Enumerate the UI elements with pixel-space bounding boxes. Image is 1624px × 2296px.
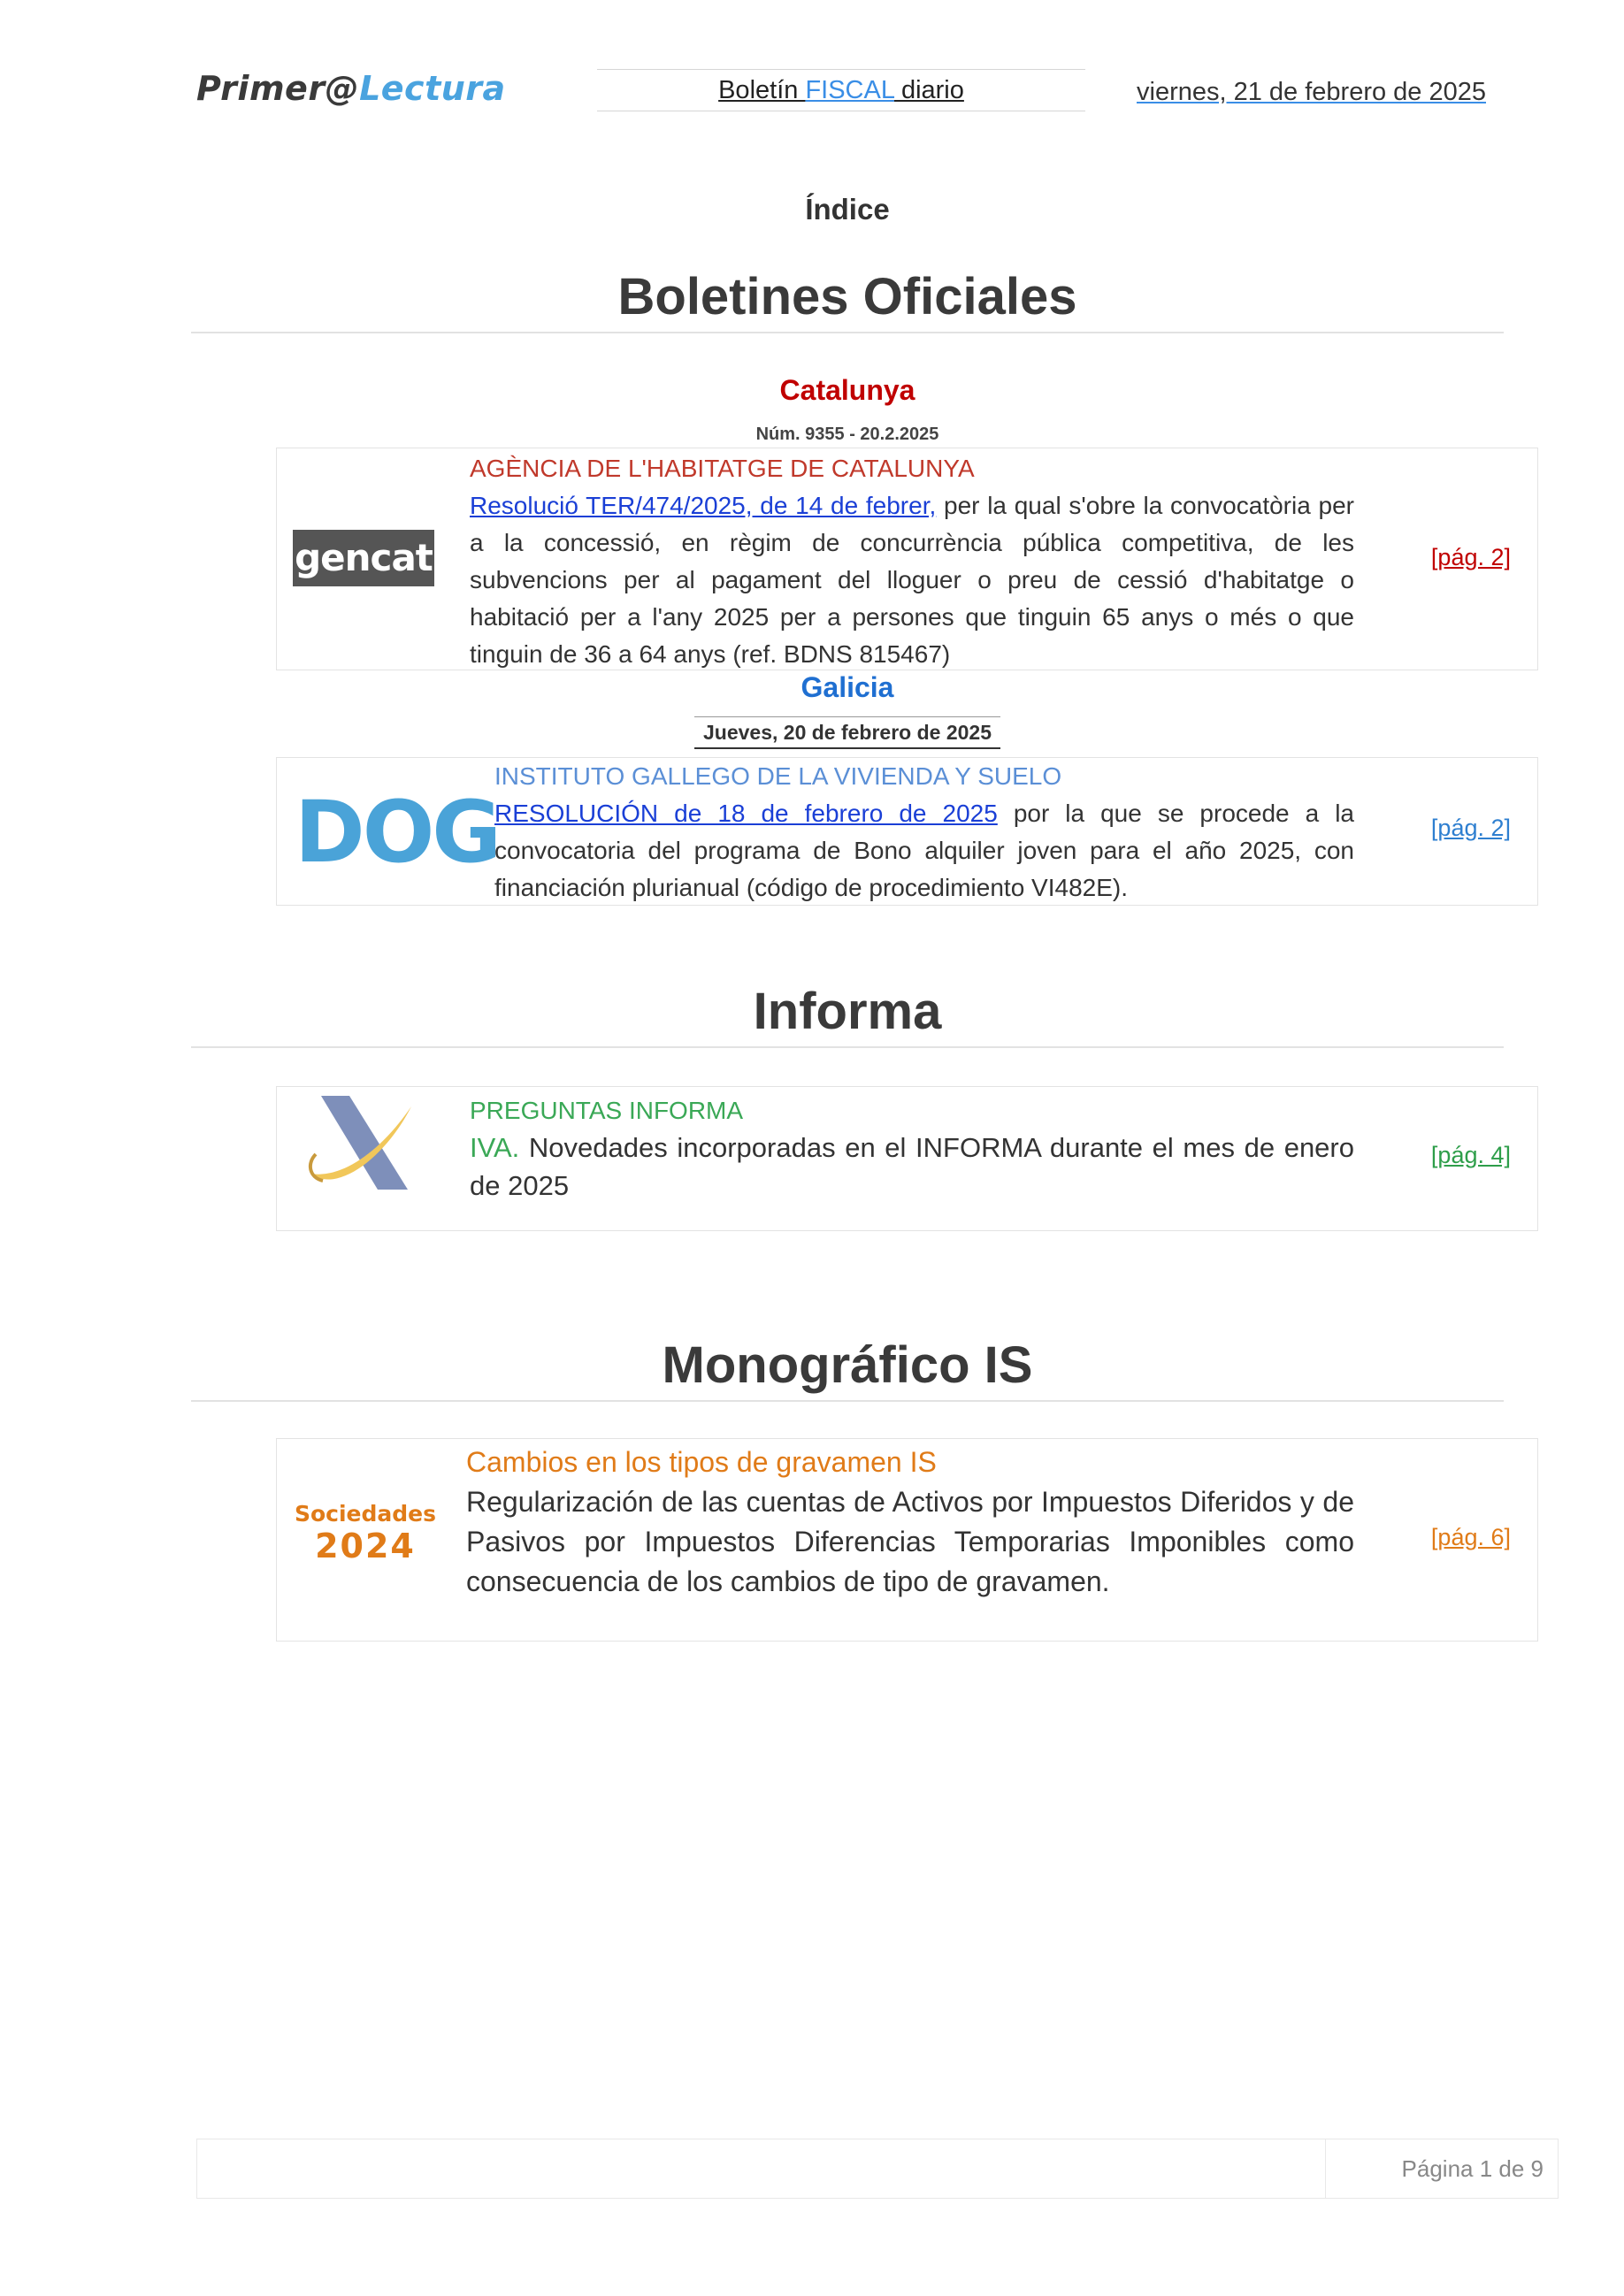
boletin-suffix: diario [893, 76, 964, 104]
monografico-page-link[interactable]: [pág. 6] [1430, 1524, 1511, 1550]
indice-heading: Índice [805, 193, 890, 226]
boletin-title [597, 69, 1085, 111]
primera-lectura-logo [196, 69, 506, 108]
monografico-entry-content [466, 1443, 1354, 1602]
galicia-resolution-link[interactable]: RESOLUCIÓN de 18 de febrero de 2025 [494, 800, 998, 827]
monografico-kicker: Cambios en los tipos de gravamen IS [466, 1446, 937, 1478]
galicia-entry-content [494, 758, 1354, 907]
informa-kicker: PREGUNTAS INFORMA [470, 1097, 744, 1124]
galicia-description: por la que se procede a la convocatoria del programa de Bono alquiler joven para el año 2025, con financiación plurianual (código de procedimiento VI482E). [494, 800, 1355, 901]
informa-entry-card [276, 1086, 1538, 1231]
catalunya-kicker: AGÈNCIA DE L'HABITATGE DE CATALUNYA [470, 455, 975, 482]
informa-lead: IVA. [470, 1132, 520, 1163]
catalunya-entry-card [276, 448, 1538, 670]
informa-description: Novedades incorporadas en el INFORMA durante el mes de enero de 2025 [470, 1132, 1354, 1201]
dog-logo: DOG [295, 783, 500, 882]
informa-entry-content [470, 1092, 1354, 1205]
header-date: viernes, 21 de febrero de 2025 [1137, 78, 1486, 106]
boletin-fiscal: FISCAL [805, 76, 894, 104]
galicia-kicker: INSTITUTO GALLEGO DE LA VIVIENDA Y SUELO [494, 762, 1062, 790]
informa-page-link[interactable]: [pág. 4] [1430, 1142, 1511, 1168]
agencia-tributaria-logo-icon [303, 1092, 418, 1196]
monografico-entry-card [276, 1438, 1538, 1642]
sociedades-year: 2024 [315, 1527, 416, 1565]
region-galicia: Galicia [801, 671, 894, 703]
catalunya-page-link[interactable]: [pág. 2] [1430, 544, 1511, 570]
dogc-issue-number: Núm. 9355 - 20.2.2025 [755, 425, 939, 444]
page-number: Página 1 de 9 [1401, 2155, 1544, 2182]
section-informa: Informa [191, 982, 1504, 1048]
monografico-description: Regularización de las cuentas de Activos por Impuestos Diferidos y de Pasivos por Impuestos Diferencias Temporarias Imponibles como consecuencia de los cambios de tipo de gravamen. [466, 1486, 1354, 1597]
section-boletines-oficiales: Boletines Oficiales [191, 267, 1504, 333]
dog-issue-date-text: Jueves, 20 de febrero de 2025 [694, 716, 1000, 749]
section-monografico-is: Monográfico IS [191, 1336, 1504, 1402]
galicia-page-link[interactable]: [pág. 2] [1430, 815, 1511, 841]
sociedades-label: Sociedades [294, 1501, 437, 1527]
catalunya-entry-content [470, 450, 1354, 673]
logo-part-2: Lectura [359, 69, 506, 108]
dog-issue-date [0, 721, 1624, 745]
galicia-entry-card [276, 757, 1538, 906]
logo-part-1: Primer@ [196, 69, 360, 108]
catalunya-resolution-link[interactable]: Resolució TER/474/2025, de 14 de febrer, [470, 492, 937, 519]
footer-divider [1325, 2139, 1326, 2198]
boletin-prefix: Boletín [718, 76, 806, 104]
gencat-logo: gencat [293, 530, 434, 586]
sociedades-2024-logo [277, 1501, 454, 1565]
catalunya-description: per la qual s'obre la convocatòria per a la concessió, en règim de concurrència pública competitiva, de les subvencions per al pagament del lloguer o preu de cessió d'habitatge o habitació per a l'any 2025 per a persones que tinguin 65 anys o més o que tinguin de 36 a 64 anys (ref. BDNS 815467) [470, 492, 1354, 668]
region-catalunya: Catalunya [779, 374, 915, 406]
page-footer [196, 2139, 1559, 2199]
